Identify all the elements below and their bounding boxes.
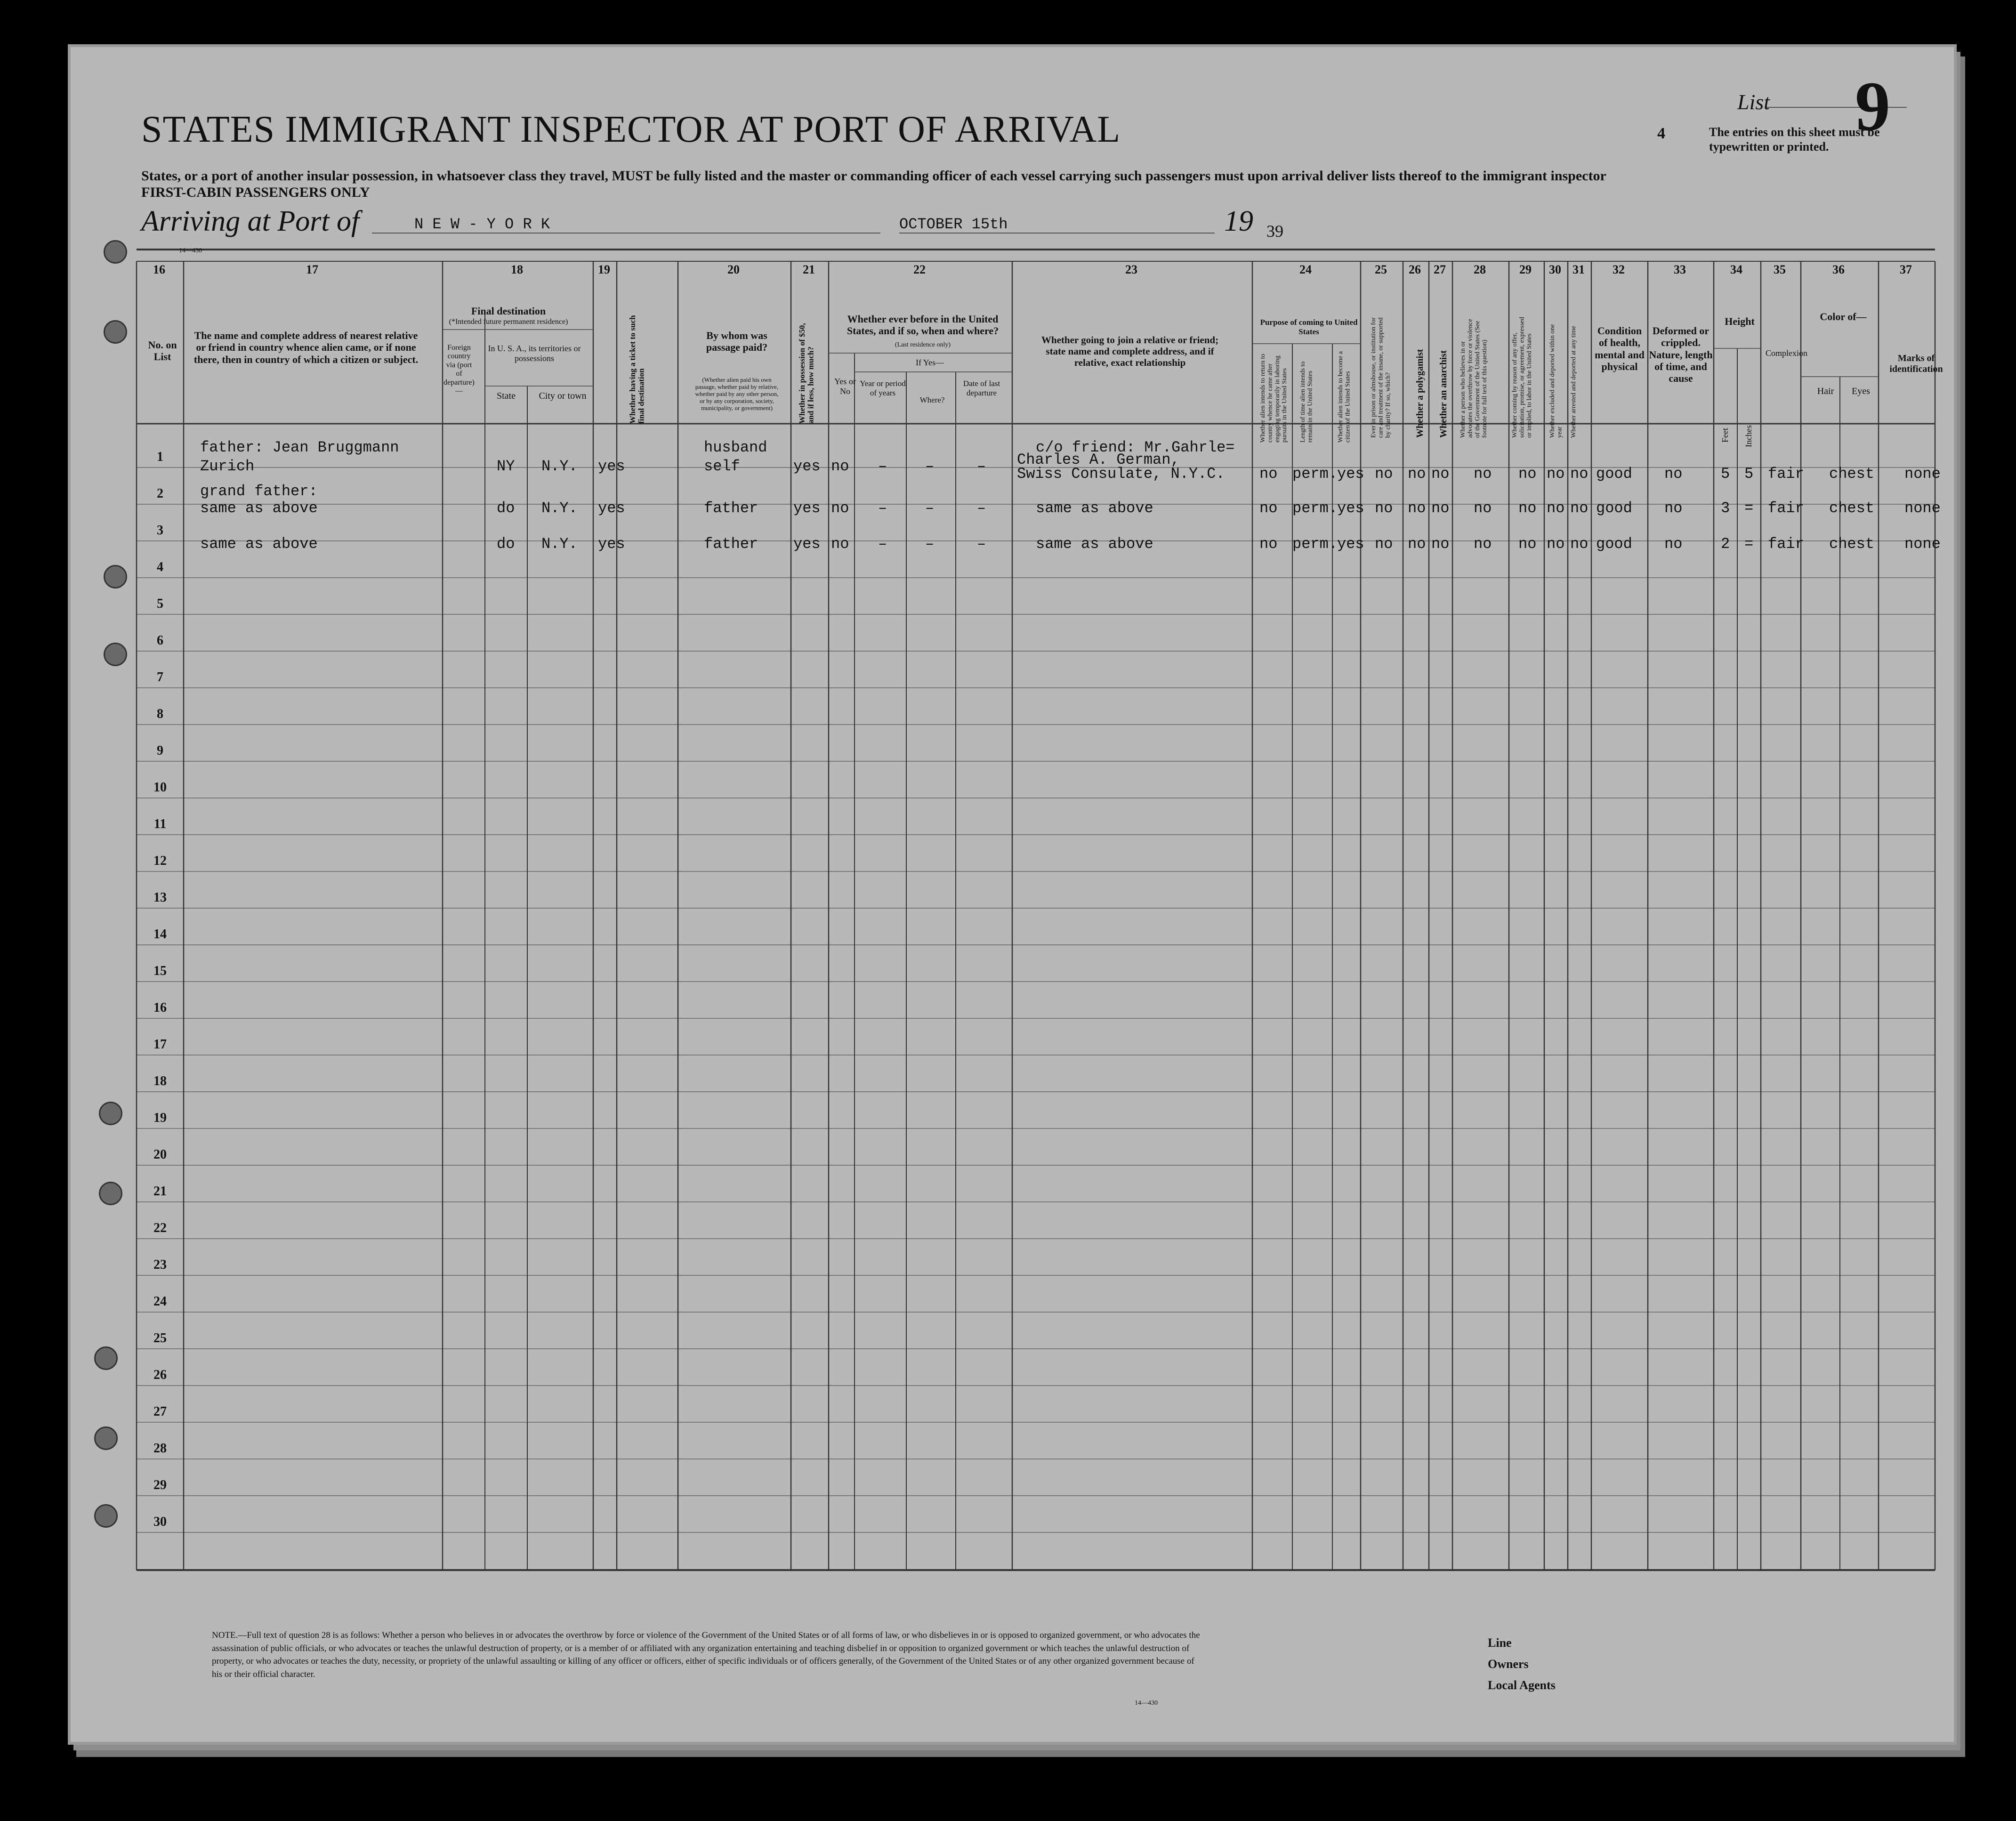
col28-header: Whether a person who believes in or advocates the overthrow by force or violence of the Government of the United States (See footnote for full text of this question): [1460, 319, 1489, 438]
row-number: 23: [153, 1257, 167, 1272]
binder-hole: [104, 320, 127, 344]
col22-year: Year or period of years: [860, 379, 906, 397]
entry-anarch: no: [1431, 465, 1450, 483]
list-number: 9: [1855, 67, 1890, 145]
column-number: 31: [1572, 263, 1585, 276]
entry-eyes: chest: [1829, 500, 1875, 517]
entry-before: no: [831, 535, 849, 553]
entry-paid-1: father: [704, 535, 758, 553]
col22-sub: (Last residence only): [895, 341, 951, 348]
entry-before: no: [831, 500, 849, 517]
col36-hair: Hair: [1817, 386, 1834, 396]
binder-hole: [99, 1182, 122, 1205]
entry-length: perm.: [1292, 500, 1338, 517]
entry-where: –: [925, 535, 935, 553]
row-number: 4: [157, 560, 163, 574]
entry-deformed: no: [1664, 500, 1683, 517]
binder-hole: [94, 1504, 118, 1528]
row-number: 20: [153, 1147, 167, 1162]
binder-hole: [94, 1346, 118, 1370]
column-number: 18: [511, 263, 523, 276]
entry-state: do: [497, 500, 515, 517]
column-number: 35: [1774, 263, 1786, 276]
entry-city: N.Y.: [541, 535, 578, 553]
col18-usa: In U. S. A., its territories or possessions: [488, 344, 581, 363]
entry-purpose: no: [1259, 500, 1278, 517]
col26-header: Whether a polygamist: [1415, 349, 1425, 438]
col34-header: Height: [1725, 315, 1755, 327]
entry-marks: none: [1904, 500, 1941, 517]
entry-prison: no: [1375, 500, 1393, 517]
entry-relative-2: same as above: [200, 500, 318, 517]
entry-year: –: [878, 458, 887, 475]
entry-date: –: [977, 458, 986, 475]
row-number: 5: [157, 596, 163, 611]
entry-relative-2: Zurich: [200, 458, 255, 475]
entry-marks: none: [1904, 535, 1941, 553]
entry-paid-1: father: [704, 500, 758, 517]
col35-header: Complexion: [1766, 348, 1807, 358]
col29-header: Whether coming by reason of any offer, solicitation, promise, or agreement, expressed or implied, to labor in the United States: [1511, 317, 1533, 438]
entry-overthrow: no: [1474, 500, 1492, 517]
col18-state: State: [497, 391, 516, 401]
line-label: Line: [1488, 1636, 1512, 1650]
row-number: 18: [153, 1074, 167, 1088]
entry-feet: 2: [1721, 535, 1730, 553]
column-number: 34: [1730, 263, 1742, 276]
entry-join-1: same as above: [1036, 535, 1153, 553]
binder-hole: [104, 240, 127, 264]
row-number: 16: [153, 1000, 167, 1015]
binder-hole: [99, 1102, 122, 1125]
class-line: FIRST-CABIN PASSENGERS ONLY: [141, 185, 370, 200]
entry-eyes: chest: [1829, 535, 1875, 553]
entry-overthrow: no: [1474, 535, 1492, 553]
row-number: 2: [157, 486, 163, 501]
col24c-header: Whether alien intends to become a citizen of the United States: [1337, 351, 1352, 443]
port-value: N E W - Y O R K: [414, 216, 550, 233]
entry-state: NY: [497, 458, 515, 475]
owners-label: Owners: [1488, 1657, 1529, 1671]
column-number: 20: [727, 263, 740, 276]
entry-feet: 5: [1721, 465, 1730, 483]
entry-prison: no: [1375, 465, 1393, 483]
entry-year: –: [878, 500, 887, 517]
entry-polyg: no: [1408, 465, 1426, 483]
manifest-sheet: [71, 47, 1954, 1742]
binder-hole: [104, 565, 127, 588]
entry-paid-2: self: [704, 458, 740, 475]
row-number: 3: [157, 523, 163, 538]
entry-money: yes: [793, 500, 821, 517]
entry-state: do: [497, 535, 515, 553]
form-title: STATES IMMIGRANT INSPECTOR AT PORT OF ARRIVAL: [141, 109, 1121, 150]
entry-relative-1: same as above: [200, 535, 318, 553]
col36-header: Color of—: [1820, 311, 1867, 322]
entry-date: –: [977, 500, 986, 517]
list-label: List: [1737, 90, 1770, 114]
entry-join-2: Charles A. German,: [1017, 451, 1180, 468]
col20-header: By whom was passage paid?: [706, 330, 768, 354]
col23-header: Whether going to join a relative or friend; state name and complete address, and if relative, exact relationship: [1041, 334, 1219, 369]
entry-health: good: [1596, 535, 1632, 553]
entry-purpose: no: [1259, 535, 1278, 553]
column-number: 25: [1375, 263, 1387, 276]
column-number: 22: [913, 263, 926, 276]
column-number: 27: [1434, 263, 1446, 276]
column-number: 32: [1613, 263, 1625, 276]
entry-marks: none: [1904, 465, 1941, 483]
entry-where: –: [925, 458, 935, 475]
entry-anarch: no: [1431, 500, 1450, 517]
col18-header: Final destination: [471, 305, 546, 317]
col16-header: No. on List: [148, 339, 177, 363]
entry-purpose: no: [1259, 465, 1278, 483]
entry-citizen: yes: [1337, 535, 1364, 553]
entry-arrested: no: [1570, 465, 1589, 483]
entry-overthrow: no: [1474, 465, 1492, 483]
manifest-grid: [71, 47, 1954, 1742]
col22-yesno: Yes or No: [834, 377, 856, 396]
column-number: 33: [1674, 263, 1686, 276]
col34-inches: Inches: [1744, 425, 1753, 447]
entry-ticket: yes: [598, 535, 625, 553]
agents-label: Local Agents: [1488, 1678, 1556, 1692]
row-number: 15: [153, 964, 167, 978]
row-number: 6: [157, 633, 163, 648]
row-number: 7: [157, 670, 163, 685]
binder-hole: [104, 643, 127, 666]
entry-deformed: no: [1664, 535, 1683, 553]
entry-before: no: [831, 458, 849, 475]
entry-complexion: fair: [1768, 465, 1804, 483]
entry-inches: =: [1744, 535, 1754, 553]
column-number: 24: [1299, 263, 1312, 276]
entry-where: –: [925, 500, 935, 517]
row-number: 8: [157, 707, 163, 721]
col34-feet: Feet: [1720, 428, 1730, 443]
entry-relative-1: father: Jean Bruggmann: [200, 439, 399, 456]
entry-arrested: no: [1570, 535, 1589, 553]
entry-city: N.Y.: [541, 500, 578, 517]
entry-citizen: yes: [1337, 465, 1364, 483]
row-number: 26: [153, 1368, 167, 1382]
row-number: 28: [153, 1441, 167, 1456]
row-number: 11: [153, 817, 167, 831]
column-number: 16: [153, 263, 165, 276]
row-number: 19: [153, 1111, 167, 1125]
entry-feet: 3: [1721, 500, 1730, 517]
col25-header: Ever in prison or almshouse, or institution for care and treatment of the insane, or supported by charity? If so, which?: [1370, 317, 1392, 438]
year-prefix: 19: [1224, 205, 1253, 237]
footnote: NOTE.—Full text of question 28 is as follows: Whether a person who believes in or advocates the overthrow by force or violence of the Government of the United States or of all forms of law, or who disbelieves in or is opposed to organized government, or who advocates the assassination of public officials, or who advocates or teaches the unlawful destruction of property, or is a member of or affiliated with any organization entertaining and teaching disbelief in or opposition to organized government or which teaches the unlawful destruction of property, or who advocates or teaches the duty, necessity, or propriety of the unlawful assaulting or killing of any officer or officers, either of specific individuals or of officers generally, of the Government of the United States or of any other organized government because of his or their official character.: [212, 1630, 1200, 1679]
year-suffix: 39: [1266, 222, 1283, 241]
column-number: 17: [306, 263, 318, 276]
form-subtitle: States, or a port of another insular possession, in whatsoever class they travel, MUST be fully listed and the master or commanding officer of each vessel carrying such passengers must upon arrival deliver lists thereof to the immigrant inspector: [141, 168, 1606, 184]
column-number: 37: [1900, 263, 1912, 276]
row-number: 17: [153, 1037, 167, 1052]
entry-relative-1: grand father:: [200, 483, 318, 500]
entry-ticket: yes: [598, 500, 625, 517]
column-number: 23: [1125, 263, 1137, 276]
row-number: 13: [153, 890, 167, 905]
entry-excluded: no: [1547, 535, 1565, 553]
col22-ifyes: If Yes—: [915, 358, 944, 367]
col33-header: Deformed or crippled. Nature, length of time, and cause: [1649, 325, 1713, 385]
entry-join-1: c/o friend: Mr.Gahrle=: [1036, 439, 1235, 456]
column-number: 30: [1549, 263, 1561, 276]
row-number: 29: [153, 1478, 167, 1492]
entry-health: good: [1596, 465, 1632, 483]
col27-header: Whether an anarchist: [1438, 350, 1449, 438]
row-number: 21: [153, 1184, 167, 1199]
col22-header: Whether ever before in the United States, and if so, when and where?: [847, 313, 999, 337]
date-value: OCTOBER 15th: [899, 216, 1008, 233]
column-number: 26: [1409, 263, 1421, 276]
entry-anarch: no: [1431, 535, 1450, 553]
form-code-top: 14—430: [179, 247, 202, 254]
col17-header: The name and complete address of nearest relative or friend in country whence alien came, or if none there, then in country of which a citizen or subject.: [194, 330, 419, 365]
form-code-bottom: 14—430: [1135, 1700, 1158, 1707]
entry-health: good: [1596, 500, 1632, 517]
col36-eyes: Eyes: [1852, 386, 1870, 396]
entry-citizen: yes: [1337, 500, 1364, 517]
col22-where: Where?: [919, 395, 945, 404]
entry-inches: =: [1744, 500, 1754, 517]
entry-year: –: [878, 535, 887, 553]
entry-date: –: [977, 535, 986, 553]
col32-header: Condition of health, mental and physical: [1595, 325, 1645, 372]
entry-arrested: no: [1570, 500, 1589, 517]
col19-header: Whether having a ticket to such final destination: [628, 315, 646, 424]
entry-complexion: fair: [1768, 535, 1804, 553]
col24a-header: Whether alien intends to return to country whence he came after engaging temporarily in laboring pursuits in the United States: [1259, 354, 1289, 443]
col24b-header: Length of time alien intends to remain in the United States: [1299, 361, 1314, 443]
row-number: 24: [153, 1294, 167, 1309]
entry-city: N.Y.: [541, 458, 578, 475]
entry-polyg: no: [1408, 500, 1426, 517]
col37-header: Marks of identification: [1889, 353, 1943, 374]
entry-eyes: chest: [1829, 465, 1875, 483]
entry-complexion: fair: [1768, 500, 1804, 517]
col30-header: Whether excluded and deported within one year: [1549, 324, 1564, 438]
row-number: 27: [153, 1404, 167, 1419]
col31-header: Whether arrested and deported at any time: [1570, 326, 1577, 438]
entry-join-1: same as above: [1036, 500, 1153, 517]
entry-length: perm.: [1292, 465, 1338, 483]
row-number: 12: [153, 854, 167, 868]
col18-sub: (*Intended future permanent residence): [449, 318, 568, 326]
column-number: 19: [598, 263, 610, 276]
binder-hole: [94, 1426, 118, 1450]
col22-date: Date of last departure: [963, 379, 1000, 397]
entry-offer: no: [1518, 535, 1537, 553]
entry-join-3: Swiss Consulate, N.Y.C.: [1017, 465, 1225, 483]
entry-excluded: no: [1547, 465, 1565, 483]
entry-length: perm.: [1292, 535, 1338, 553]
row-number: 10: [153, 780, 167, 795]
col24-header: Purpose of coming to United States: [1260, 318, 1358, 336]
entry-money: yes: [793, 535, 821, 553]
page-number: 4: [1657, 125, 1665, 142]
typewritten-note: The entries on this sheet must be typewritten or printed.: [1709, 125, 1880, 154]
col18-city: City or town: [539, 391, 587, 401]
row-number: 1: [157, 450, 163, 464]
entry-offer: no: [1518, 500, 1537, 517]
row-number: 22: [153, 1221, 167, 1235]
entry-ticket: yes: [598, 458, 625, 475]
column-number: 29: [1519, 263, 1532, 276]
entry-offer: no: [1518, 465, 1537, 483]
entry-inches: 5: [1744, 465, 1754, 483]
row-number: 14: [153, 927, 167, 942]
entry-money: yes: [793, 458, 821, 475]
row-number: 9: [157, 743, 163, 758]
entry-prison: no: [1375, 535, 1393, 553]
col20-sub: (Whether alien paid his own passage, whether paid by relative, whether paid by any other person, or by any corporation, society, municipality, or government): [695, 376, 779, 411]
entry-excluded: no: [1547, 500, 1565, 517]
col21-header: Whether in possession of $50, and if less, how much?: [798, 323, 815, 424]
column-number: 36: [1832, 263, 1845, 276]
entry-paid-1: husband: [704, 439, 767, 456]
entry-polyg: no: [1408, 535, 1426, 553]
col18-foreign: Foreign country via (port of departure)—: [444, 344, 475, 395]
row-number: 25: [153, 1331, 167, 1346]
arriving-label: Arriving at Port of: [141, 205, 360, 237]
column-number: 21: [803, 263, 815, 276]
column-number: 28: [1474, 263, 1486, 276]
row-number: 30: [153, 1515, 167, 1529]
entry-deformed: no: [1664, 465, 1683, 483]
